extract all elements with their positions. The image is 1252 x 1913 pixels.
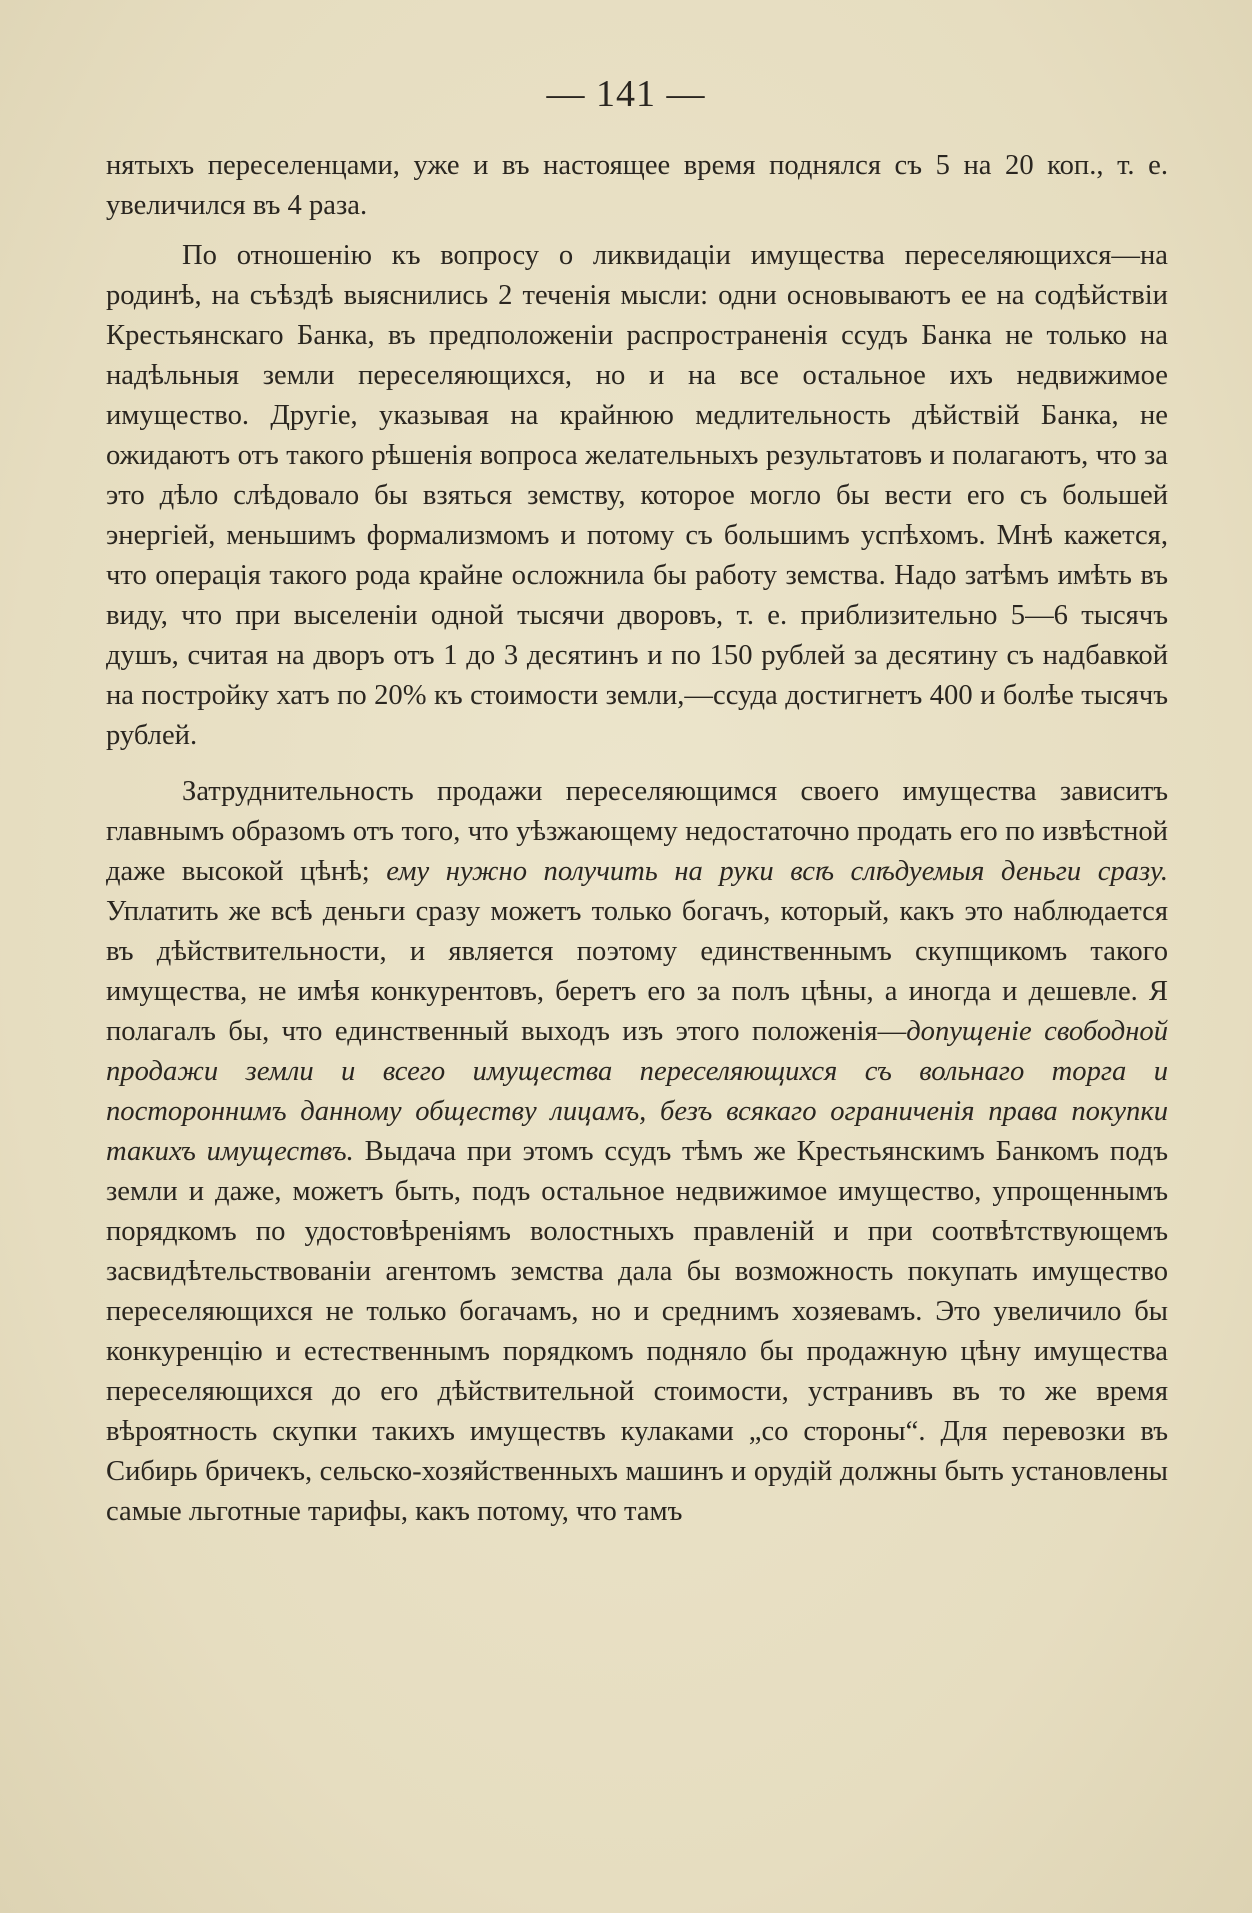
page-text <box>106 146 1168 1532</box>
text-span: Затруднительность продажи переселяющимся своего имущества зависитъ главнымъ образомъ отъ того, что уѣзжающему недостаточно продать его по извѣстной даже высокой цѣнѣ; <box>106 776 1168 887</box>
text-span: Выдача при этомъ ссудъ тѣмъ же Крестьянскимъ Банкомъ подъ земли и даже, можетъ быть, подъ остальное недвижимое имущество, упрощеннымъ порядкомъ по удостовѣреніямъ волостныхъ правленій и при соотвѣтствующемъ засвидѣтельствованіи агентомъ земства дала бы возможность покупать имущество переселяющихся не только богачамъ, но и среднимъ хозяевамъ. Это увеличило бы конкуренцію и естественнымъ порядкомъ подняло бы продажную цѣну имущества переселяющихся до его дѣйствительной стоимости, устранивъ въ то же время вѣроятность скупки такихъ имуществъ кулаками „со стороны“. Для перевозки въ Сибирь бричекъ, сельско-хозяйственныхъ машинъ и орудій должны быть установлены самые льготные тарифы, какъ потому, что тамъ <box>106 1136 1169 1527</box>
paragraph-liquidation: По отношенію къ вопросу о ликвидаціи имущества переселяющихся—на родинѣ, на съѣздѣ выяснились 2 теченія мысли: одни основываютъ ее на содѣйствіи Крестьянскаго Банка, въ предположеніи распространенія ссудъ Банка не только на надѣльныя земли переселяющихся, но и на все остальное ихъ недвижимое имущество. Другіе, указывая на крайнюю медлительность дѣйствій Банка, не ожидаютъ отъ такого рѣшенія вопроса желательныхъ результатовъ и полагаютъ, что за это дѣло слѣдовало бы взяться земству, которое могло бы вести его съ большей энергіей, меньшимъ формализмомъ и потому съ большимъ успѣхомъ. Мнѣ кажется, что операція такого рода крайне осложнила бы работу земства. Надо затѣмъ имѣть въ виду, что при выселеніи одной тысячи дворовъ, т. е. приблизительно 5—6 тысячъ душъ, считая на дворъ отъ 1 до 3 десятинъ и по 150 рублей за десятину съ надбавкой на постройку хатъ по 20% къ стоимости земли,—ссуда достигнетъ 400 и болѣе тысячъ рублей. <box>106 240 1168 751</box>
paragraph-sale-difficulty <box>106 772 1168 1532</box>
emphasis-text: допущеніе свободной продажи земли и всего имущества переселяющихся съ вольнаго торга и постороннимъ данному обществу лицамъ, безъ всякаго ограниченія права покупки такихъ имуществъ. <box>106 1016 1168 1167</box>
emphasis-text: ему нужно получить на руки всѣ слѣдуемыя деньги сразу. <box>386 856 1168 887</box>
paragraph-continued: нятыхъ переселенцами, уже и въ настоящее время поднялся съ 5 на 20 коп., т. е. увеличился въ 4 раза. <box>106 150 1168 221</box>
page-number: — 141 — <box>546 73 706 115</box>
text-span: Уплатить же всѣ деньги сразу можетъ только богачъ, который, какъ это наблюдается въ дѣйствительности, и является поэтому единственнымъ скупщикомъ такого имущества, не имѣя конкурентовъ, беретъ его за полъ цѣны, а иногда и дешевле. Я полагалъ бы, что единственный выходъ изъ этого положенія— <box>106 896 1168 1047</box>
